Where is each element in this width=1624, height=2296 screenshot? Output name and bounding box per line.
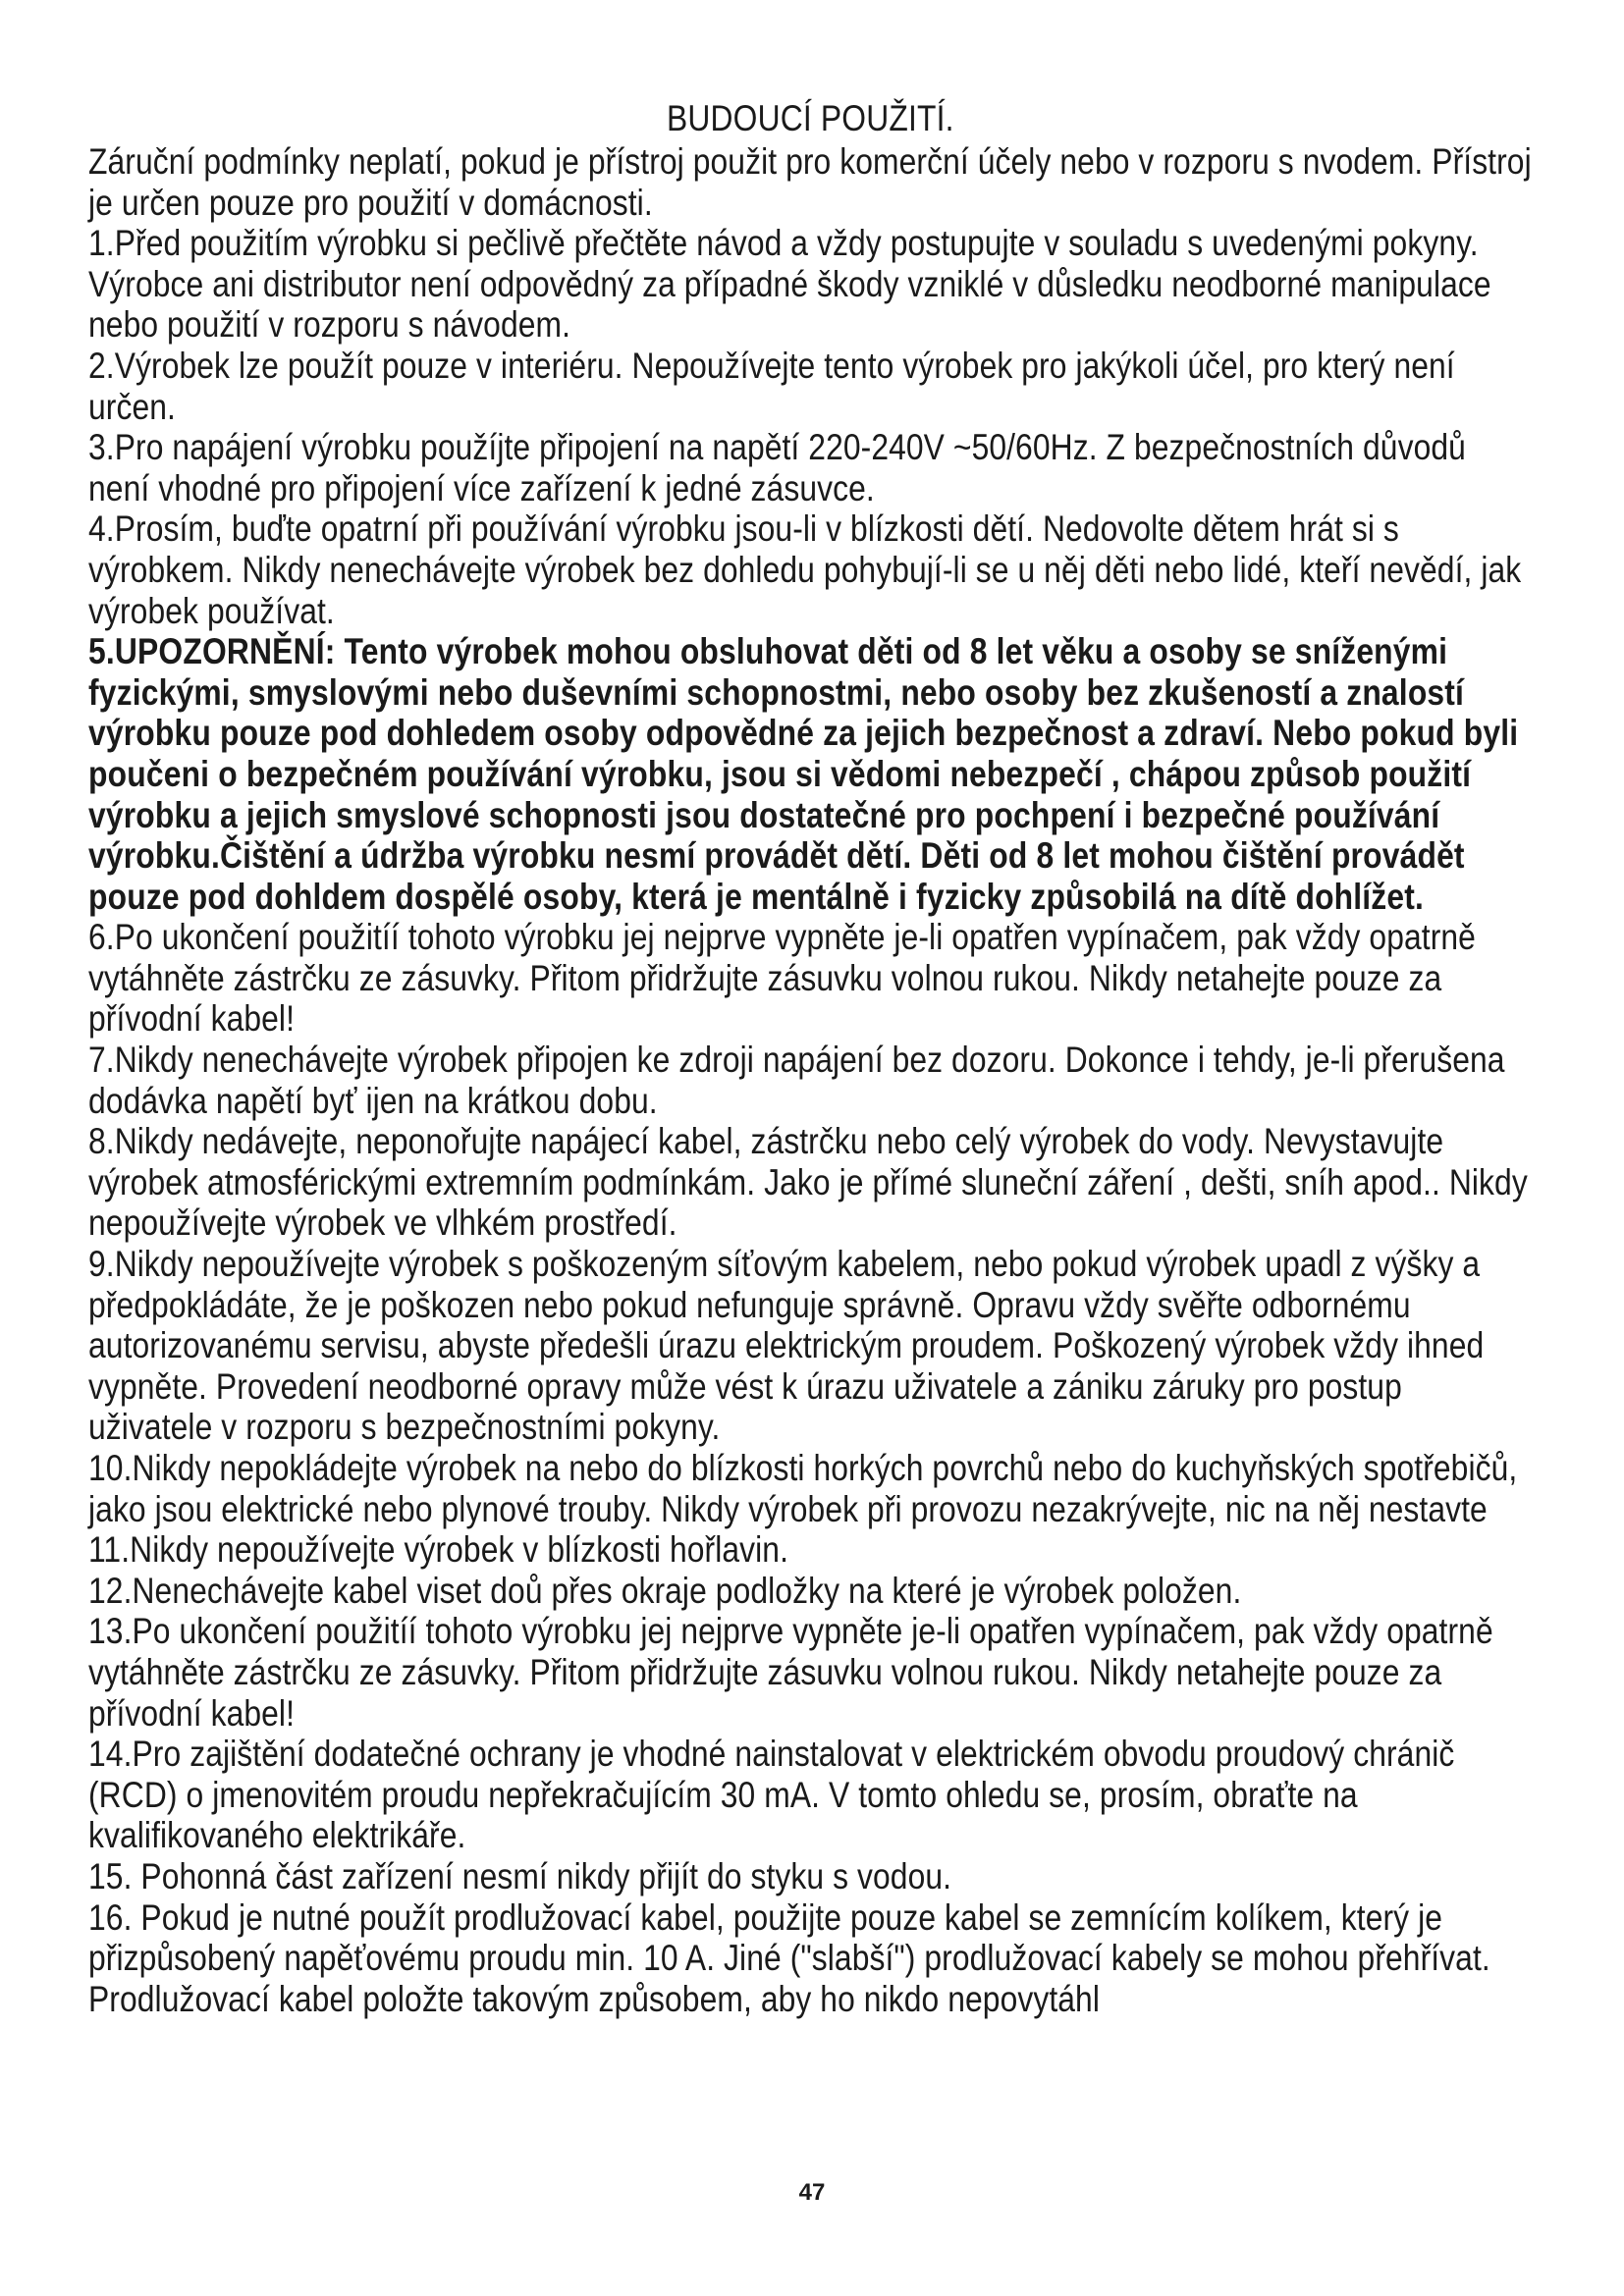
instruction-13: 13.Po ukončení použitíí tohoto výrobku jej nejprve vypněte je-li opatřen vypínačem, pak vždy opatrně vytáhněte zástrčku ze zásuvky. Přitom přidržujte zásuvku volnou rukou. Nikdy netahejte pouze za přívodní kabel! [88,1611,1493,1734]
instruction-10: 10.Nikdy nepokládejte výrobek na nebo do blízkosti horkých povrchů nebo do kuchyňských spotřebičů, jako jsou elektrické nebo plynové trouby. Nikdy výrobek při provozu nezakrývejte, nic na něj nestavte [88,1448,1518,1529]
warranty-paragraph: Záruční podmínky neplatí, pokud je přístroj použit pro komerční účely nebo v rozporu s nvodem. Přístroj je určen pouze pro použití v domácnosti. [88,141,1532,223]
instruction-11: 11.Nikdy nepoužívejte výrobek v blízkosti hořlavin. [88,1529,789,1571]
instruction-8: 8.Nikdy nedávejte, neponořujte napájecí kabel, zástrčku nebo celý výrobek do vody. Nevystavujte výrobek atmosférickými extremním podmínkám. Jako je přímé sluneční záření , dešti, sníh apod.. Nikdy nepoužívejte výrobek ve vlhkém prostředí. [88,1121,1528,1244]
instruction-5-warning: 5.UPOZORNĚNÍ: Tento výrobek mohou obsluhovat děti od 8 let věku a osoby se sníženými fyzickými, smyslovými nebo duševními schopnostmi, nebo osoby bez zkušeností a znalostí výrobku pouze pod dohledem osoby odpovědné za jejich bezpečnost a zdraví. Nebo pokud byli poučeni o bezpečném používání výrobku, jsou si vědomi nebezpečí , chápou způsob použití výrobku a jejich smyslové schopnosti jsou dostatečné pro pochpení i bezpečné používání výrobku.Čištění a údržba výrobku nesmí provádět dětí. Děti od 8 let mohou čištění provádět pouze pod dohldem dospělé osoby, která je mentálně i fyzicky způsobilá na dítě dohlížet. [88,631,1519,917]
instruction-4: 4.Prosím, buďte opatrní při používání výrobku jsou-li v blízkosti dětí. Nedovolte dětem hrát si s výrobkem. Nikdy nenechávejte výrobek bez dohledu pohybují-li se u něj děti nebo lidé, kteří nevědí, jak výrobek používat. [88,508,1522,631]
instruction-3: 3.Pro napájení výrobku použíjte připojení na napětí 220-240V ~50/60Hz. Z bezpečnostních důvodů není vhodné pro připojení více zařízení k jedné zásuvce. [88,427,1466,508]
instruction-14: 14.Pro zajištění dodatečné ochrany je vhodné nainstalovat v elektrickém obvodu proudový chránič (RCD) o jmenovitém proudu nepřekračujícím 30 mA. V tomto ohledu se, prosím, obraťte na kvalifikovaného elektrikáře. [88,1734,1455,1856]
instruction-7: 7.Nikdy nenechávejte výrobek připojen ke zdroji napájení bez dozoru. Dokonce i tehdy, je-li přerušena dodávka napětí byť ijen na krátkou dobu. [88,1040,1505,1121]
instruction-16: 16. Pokud je nutné použít prodlužovací kabel, použijte pouze kabel se zemnícím kolíkem, který je přizpůsobený napěťovému proudu min. 10 A. Jiné ("slabší") prodlužovací kabely se mohou přehřívat. Prodlužovací kabel položte takovým způsobem, aby ho nikdo nepovytáhl [88,1896,1490,2019]
instruction-9: 9.Nikdy nepoužívejte výrobek s poškozeným síťovým kabelem, nebo pokud výrobek upadl z výšky a předpokládáte, že je poškozen nebo pokud nefunguje správně. Opravu vždy svěřte odbornému autorizovanému servisu, abyste předešli úrazu elektrickým proudem. Poškozený výrobek vždy ihned vypněte. Provedení neodborné opravy může vést k úrazu uživatele a zániku záruky pro postup uživatele v rozporu s bezpečnostními pokyny. [88,1244,1485,1448]
instruction-12: 12.Nenechávejte kabel viset doů přes okraje podložky na které je výrobek položen. [88,1570,1242,1611]
section-title: BUDOUCÍ POUŽITÍ. [666,98,954,138]
page-content [88,98,1533,2019]
instruction-1: 1.Před použitím výrobku si pečlivě přečtěte návod a vždy postupujte v souladu s uvedenými pokyny. Výrobce ani distributor není odpovědný za případné škody vzniklé v důsledku neodborné manipulace nebo použití v rozporu s návodem. [88,223,1491,346]
instruction-2: 2.Výrobek lze použít pouze v interiéru. Nepoužívejte tento výrobek pro jakýkoli účel, pro který není určen. [88,345,1455,427]
instruction-15: 15. Pohonná část zařízení nesmí nikdy přijít do styku s vodou. [88,1855,952,1896]
instruction-6: 6.Po ukončení použitíí tohoto výrobku jej nejprve vypněte je-li opatřen vypínačem, pak vždy opatrně vytáhněte zástrčku ze zásuvky. Přitom přidržujte zásuvku volnou rukou. Nikdy netahejte pouze za přívodní kabel! [88,917,1476,1040]
page-number: 47 [798,2179,826,2206]
